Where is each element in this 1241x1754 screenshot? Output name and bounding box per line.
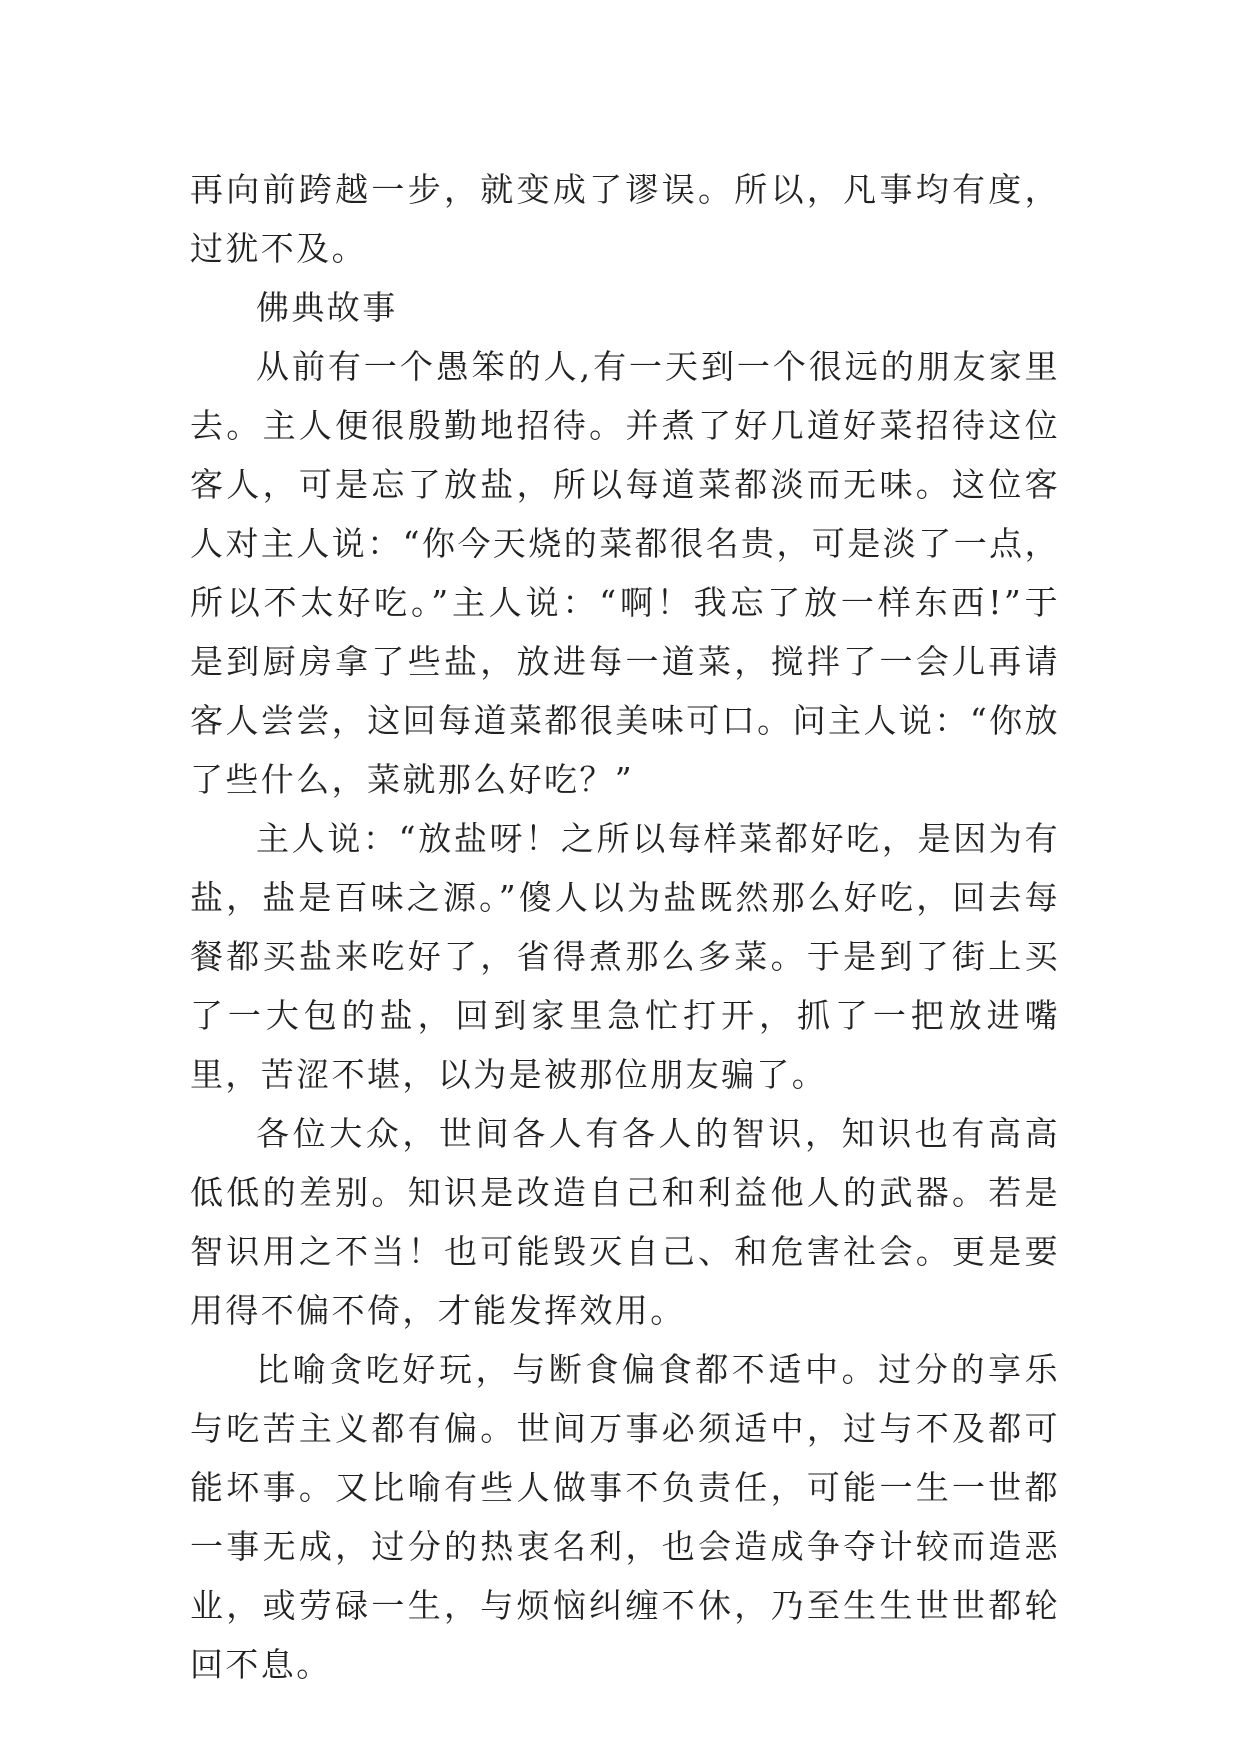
section-heading: 佛典故事	[256, 288, 398, 327]
paragraph-continuation: 再向前跨越一步，就变成了谬误。所以，凡事均有度，过犹不及。	[190, 170, 1060, 268]
document-body	[190, 160, 1060, 1694]
paragraph-conclusion: 比喻贪吃好玩，与断食偏食都不适中。过分的享乐与吃苦主义都有偏。世间万事必须适中，过与不及都可能坏事。又比喻有些人做事不负责任，可能一生一世都一事无成，过分的热衷名利，也会造成争夺计较而造恶业，或劳碌一生，与烦恼纠缠不休，乃至生生世世都轮回不息。	[190, 1350, 1060, 1684]
paragraph-story-continued: 主人说：“放盐呀！之所以每样菜都好吃，是因为有盐，盐是百味之源。”傻人以为盐既然那么好吃，回去每餐都买盐来吃好了，省得煮那么多菜。于是到了街上买了一大包的盐，回到家里急忙打开，抓了一把放进嘴里，苦涩不堪，以为是被那位朋友骗了。	[190, 819, 1060, 1094]
paragraph-story: 从前有一个愚笨的人,有一天到一个很远的朋友家里去。主人便很殷勤地招待。并煮了好几道好菜招待这位客人，可是忘了放盐，所以每道菜都淡而无味。这位客人对主人说：“你今天烧的菜都很名贵，可是淡了一点，所以不太好吃。”主人说：“啊！我忘了放一样东西!”于是到厨房拿了些盐，放进每一道菜，搅拌了一会儿再请客人尝尝，这回每道菜都很美味可口。问主人说：“你放了些什么，菜就那么好吃？”	[190, 347, 1060, 799]
paragraph-commentary: 各位大众，世间各人有各人的智识，知识也有高高低低的差别。知识是改造自己和利益他人的武器。若是智识用之不当！也可能毁灭自己、和危害社会。更是要用得不偏不倚，才能发挥效用。	[190, 1114, 1060, 1330]
